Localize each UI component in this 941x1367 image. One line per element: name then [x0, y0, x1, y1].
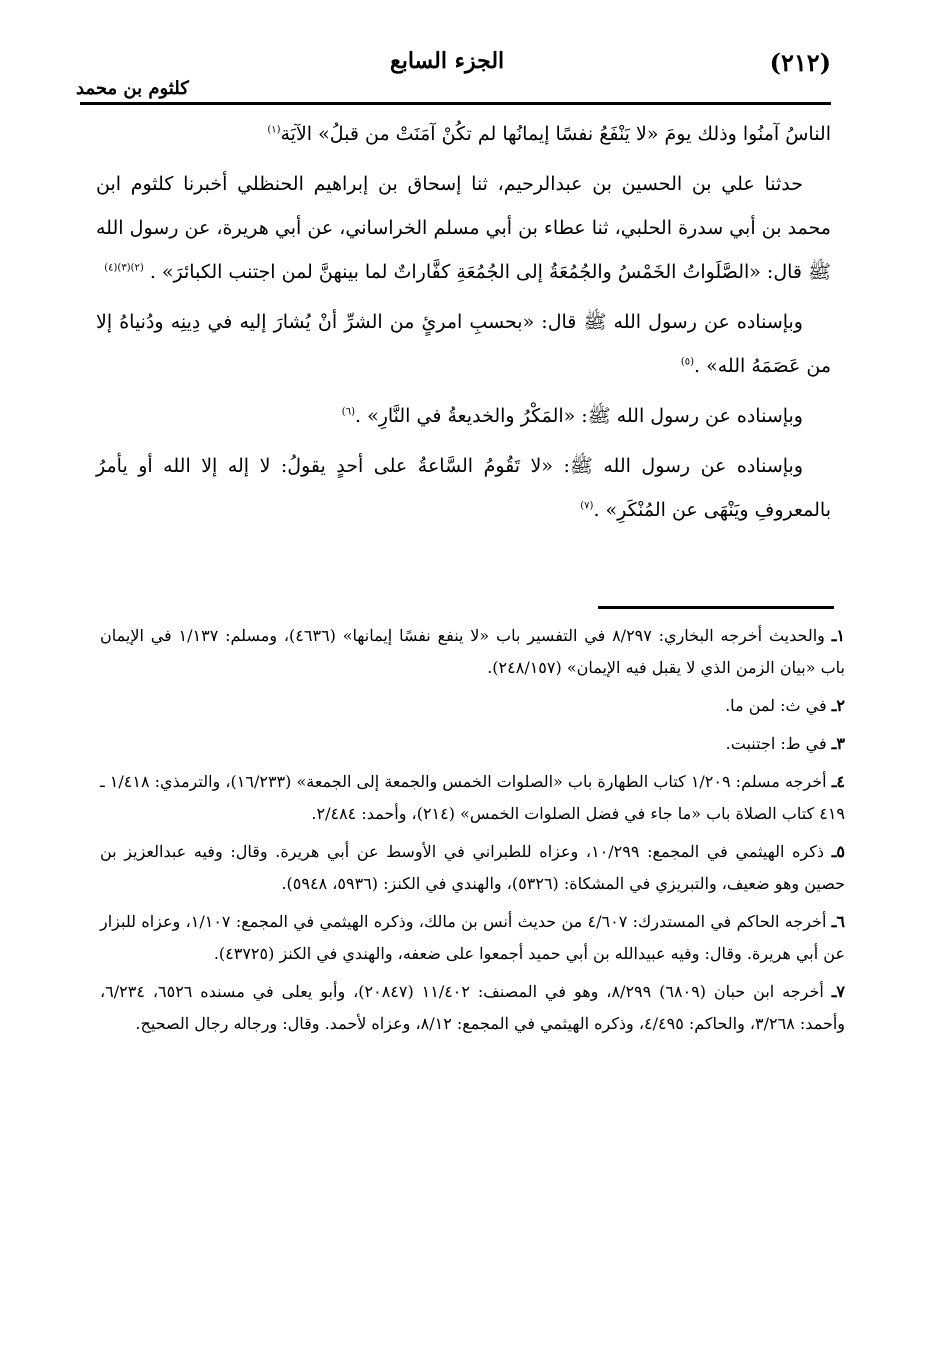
- footnote-1: ١ـ والحديث أخرجه البخاري: ٨/٢٩٧ في التفسير باب «لا ينفع نفسًا إيمانها» (٤٦٣٦)، ومسلم: ١/١٣٧ في الإيمان باب «بيان الزمن الذي لا يقبل فيه الإيمان» (٢٤٨/١٥٧).: [100, 626, 845, 677]
- footnote-mark-4: (٤): [104, 262, 118, 274]
- footnote-5: ٥ـ ذكره الهيثمي في المجمع: ١٠/٢٩٩، وعزاه للطبراني في الأوسط عن أبي هريرة. وقال: وفيه عبدالعزيز بن حصين وهو ضعيف، والتبريزي في المشكاة: (٥٣٢٦)، والهندي في الكنز: (٥٩٣٦، ٥٩٤٨).: [100, 842, 845, 893]
- footnote-4: ٤ـ أخرجه مسلم: ١/٢٠٩ كتاب الطهارة باب «الصلوات الخمس والجمعة إلى الجمعة» (١٦/٢٣٣)، والترمذي: ١/٤١٨ ـ ٤١٩ كتاب الصلاة باب «ما جاء في فضل الصلوات الخمس» (٢١٤)، وأحمد: ٢/٤٨٤.: [100, 772, 845, 823]
- paragraph-2: حدثنا علي بن الحسين بن عبدالرحيم، ثنا إسحاق بن إبراهيم الحنظلي أخبرنا كلثوم ابن محمد بن أبي سدرة الحلبي، ثنا عطاء بن أبي مسلم الخراساني، عن أبي هريرة، عن رسول الله ﷺ قال: «الصَّلَواتُ الخَمْسُ والجُمُعَةُ إلى الجُمُعَةِ كفَّاراتٌ لما بينهنَّ لمن اجتنب الكبائرَ» . $^{(٢)(٣)(٤)}$: [96, 173, 831, 283]
- paragraph-3: وبإسناده عن رسول الله ﷺ قال: «بحسبِ امرئٍ من الشرِّ أنْ يُشارَ إليه في دِينِه ودُنياهُ إلا من عَصَمَهُ الله» .$^{(٥)}$: [96, 311, 831, 377]
- main-text: [96, 112, 831, 538]
- footnote-2: ٢ـ في ث: لمن ما.: [725, 696, 845, 715]
- footnote-mark-1: (١): [267, 124, 281, 136]
- paragraph-4: وبإسناده عن رسول الله ﷺ: «المَكْرُ والخديعةُ في النَّارِ» .$^{(٦)}$: [341, 405, 803, 427]
- footnote-3: ٣ـ في ط: اجتنبت.: [725, 734, 845, 753]
- footnote-7: ٧ـ أخرجه ابن حبان (٦٨٠٩) ٨/٢٩٩، وهو في المصنف: ١١/٤٠٢ (٢٠٨٤٧)، وأبو يعلى في مسنده ٦٥٢٦، ٦/٢٣٤، وأحمد: ٣/٢٦٨، والحاكم: ٤/٤٩٥، وذكره الهيثمي في المجمع: ٨/١٢، وعزاه لأحمد. وقال: ورجاله رجال الصحيح.: [100, 982, 845, 1033]
- part-title: الجزء السابع: [390, 48, 505, 74]
- paragraph-1: الناسُ آمنُوا وذلك يومَ «لا يَنْفَعُ نفسًا إيمانُها لم تكُنْ آمَنَتْ من قبلُ» الآيَة$^{(١)}$: [267, 123, 831, 145]
- page-number: (٢١٢): [769, 48, 831, 77]
- footnote-mark-7: (٧): [580, 500, 594, 512]
- paragraph-5: وبإسناده عن رسول الله ﷺ: «لا تَقُومُ السَّاعةُ على أحدٍ يقولُ: لا إله إلا الله أو يأمرُ بالمعروفِ ويَنْهَى عن المُنْكَرِ» .$^{(٧)}$: [96, 455, 831, 521]
- footnotes: [100, 620, 845, 1046]
- footnote-mark-6: (٦): [341, 406, 355, 418]
- footnote-6: ٦ـ أخرجه الحاكم في المستدرك: ٤/٦٠٧ من حديث أنس بن مالك، وذكره الهيثمي في المجمع: ١/١٠٧، وعزاه للبزار عن أبي هريرة. وقال: وفيه عبيدالله بن أبي حميد أجمعوا على ضعفه، والهندي في الكنز (٤٣٧٢٥).: [100, 912, 846, 963]
- running-head-name: كلثوم بن محمد: [76, 78, 189, 99]
- footnote-mark-5: (٥): [680, 356, 695, 368]
- footnote-separator: [598, 606, 834, 609]
- footnote-mark-2: (٢): [130, 262, 144, 274]
- page-header: [76, 40, 831, 100]
- header-rule: [80, 102, 831, 105]
- footnote-mark-3: (٣): [117, 262, 131, 274]
